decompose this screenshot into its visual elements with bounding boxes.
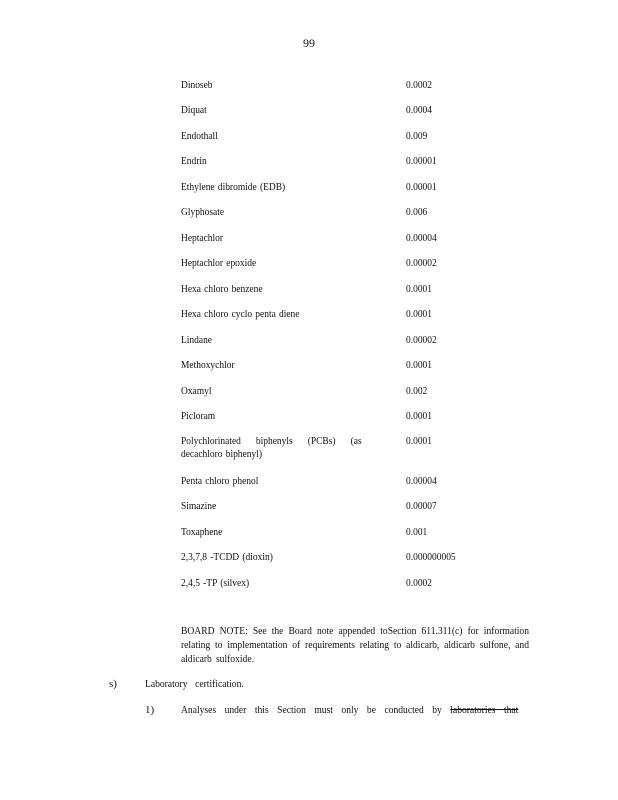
mcl-value: 0.009 (406, 130, 428, 142)
section-label: s) (109, 678, 117, 690)
contaminant-name: Hexa chloro cyclo penta diene (181, 308, 300, 320)
mcl-value: 0.00004 (406, 475, 437, 487)
contaminant-name: Polychlorinated biphenyls (PCBs) (as decachloro biphenyl) (181, 435, 362, 460)
table-row (181, 410, 542, 423)
contaminant-name: Dinoseb (181, 79, 213, 91)
mcl-value: 0.006 (406, 206, 428, 218)
table-row (181, 500, 542, 513)
mcl-value: 0.0002 (406, 79, 433, 91)
mcl-value: 0.0001 (406, 410, 433, 422)
table-row (181, 206, 542, 219)
contaminant-name: Diquat (181, 104, 207, 116)
mcl-value: 0.0001 (406, 283, 433, 295)
table-row (181, 435, 542, 461)
table-row (181, 577, 542, 590)
page-number: 99 (303, 36, 315, 50)
contaminant-name: Toxaphene (181, 526, 223, 538)
contaminant-name: Methoxychlor (181, 359, 235, 371)
table-row (181, 181, 542, 194)
table-row (181, 551, 542, 564)
contaminant-name: 2,3,7,8 -TCDD (dioxin) (181, 551, 273, 563)
mcl-value: 0.001 (406, 526, 428, 538)
table-row (181, 385, 542, 398)
contaminant-name: Oxamyl (181, 385, 212, 397)
struck-text: laboratories that (450, 704, 519, 716)
contaminant-name: Penta chloro phenol (181, 475, 259, 487)
contaminant-name: Heptachlor (181, 232, 224, 244)
table-row (181, 232, 542, 245)
contaminant-name: Endrin (181, 155, 207, 167)
contaminant-name: Ethylene dibromide (EDB) (181, 181, 286, 193)
mcl-value: 0.002 (406, 385, 428, 397)
contaminant-name: Simazine (181, 500, 217, 512)
item-text (181, 704, 518, 716)
mcl-value: 0.0004 (406, 104, 433, 116)
table-row (181, 257, 542, 270)
contaminant-name: Lindane (181, 334, 213, 346)
mcl-value: 0.00001 (406, 155, 437, 167)
contaminant-name: 2,4,5 -TP (silvex) (181, 577, 250, 589)
table-row (181, 283, 542, 296)
contaminant-name: Heptachlor epoxide (181, 257, 257, 269)
item-label: 1) (145, 704, 155, 716)
table-row (181, 359, 542, 372)
mcl-value: 0.00002 (406, 257, 437, 269)
board-note: BOARD NOTE: See the Board note appended toSection 611.311(c) for information relating to implementation of requirements relating to aldicarb, aldicarb sulfone, and aldicarb sulfoxide. (181, 625, 529, 665)
table-row (181, 79, 542, 92)
mcl-value: 0.00002 (406, 334, 437, 346)
contaminant-name: Glyphosate (181, 206, 225, 218)
mcl-value: 0.0001 (406, 308, 433, 320)
mcl-value: 0.0002 (406, 577, 433, 589)
mcl-value: 0.00004 (406, 232, 437, 244)
mcl-value: 0.0001 (406, 359, 433, 371)
table-row (181, 334, 542, 347)
table-row (181, 475, 542, 488)
mcl-value: 0.00001 (406, 181, 437, 193)
mcl-value: 0.00007 (406, 500, 437, 512)
mcl-value: 0.0001 (406, 435, 433, 447)
contaminant-name: Endothall (181, 130, 218, 142)
contaminant-name: Picloram (181, 410, 216, 422)
table-row (181, 308, 542, 321)
table-row (181, 130, 542, 143)
table-row (181, 104, 542, 117)
mcl-value: 0.000000005 (406, 551, 456, 563)
table-row (181, 155, 542, 168)
item-body: Analyses under this Section must only be conducted by (181, 704, 442, 716)
section-heading: Laboratory certification. (145, 678, 244, 690)
contaminant-name: Hexa chloro benzene (181, 283, 263, 295)
table-row (181, 526, 542, 539)
